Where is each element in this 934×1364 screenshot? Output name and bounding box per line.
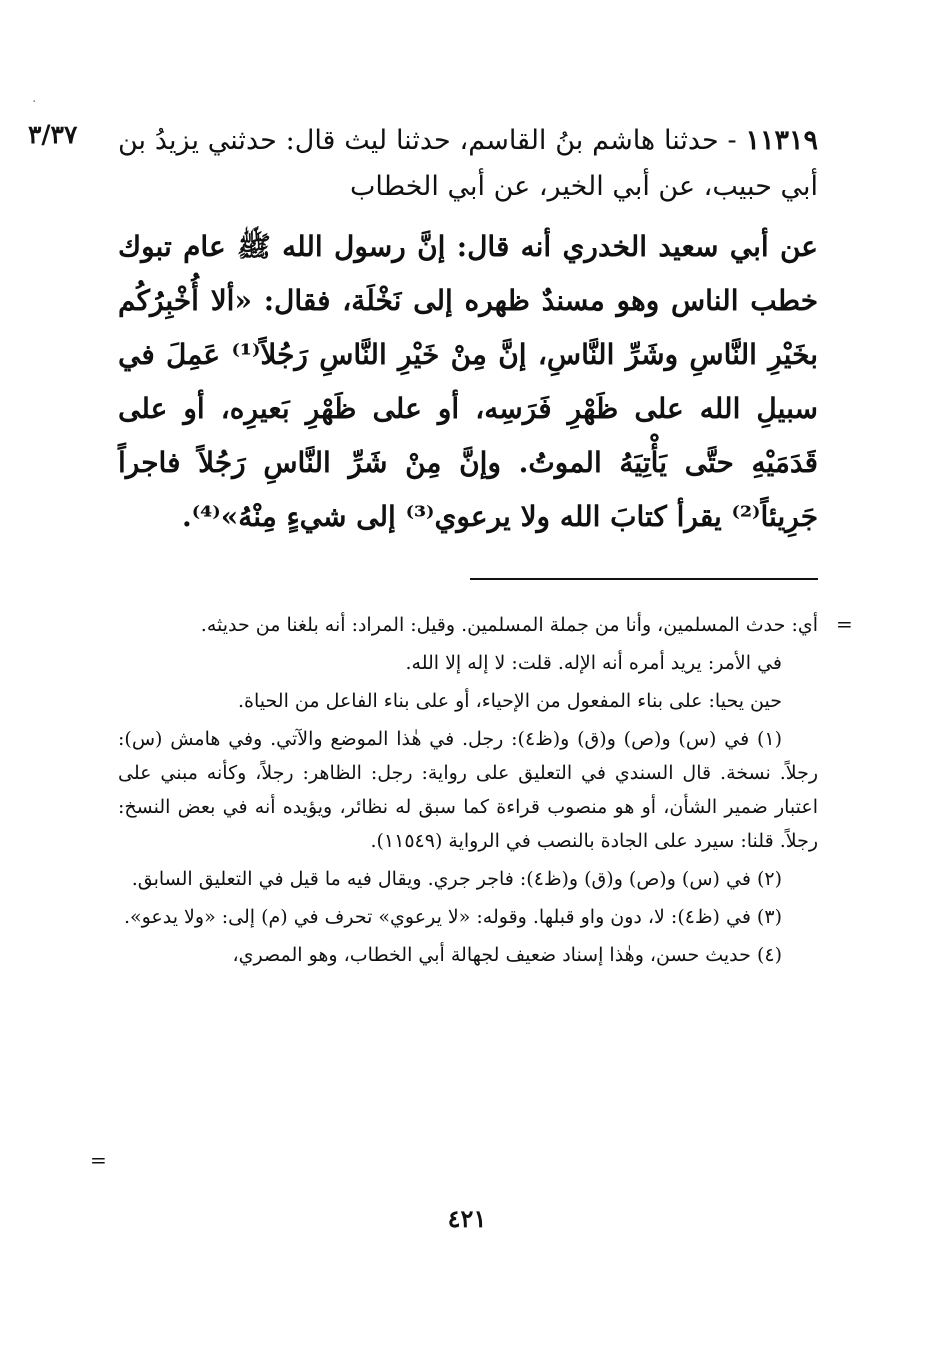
margin-mark: · <box>32 94 37 110</box>
footnotes-section <box>118 608 818 976</box>
footnote-carry-over: أي: حدث المسلمين، وأنا من جملة المسلمين. وقيل: المراد: أنه بلغنا من حديثه. <box>200 614 818 636</box>
footnote-line-yahya: حين يحيا: على بناء المفعول من الإحياء، أو على بناء الفاعل من الحياة. <box>238 690 782 712</box>
hadith-number: ١١٣١٩ <box>745 125 818 156</box>
volume-page-reference: ٣/٣٧ <box>28 120 78 149</box>
page-number: ٤٢١ <box>447 1204 487 1233</box>
footnote-line-amr: في الأمر: يريد أمره أنه الإله. قلت: لا إله إلا الله. <box>405 652 782 674</box>
hadith-body <box>118 118 818 544</box>
continuation-mark-bottom: = <box>90 1148 107 1172</box>
continuation-mark-top: = <box>836 612 853 636</box>
footnote-divider <box>470 578 818 580</box>
footnote-1: (١) في (س) و(ص) و(ق) و(ظ٤): رجل. في هٰذا الموضع والآتي. وفي هامش (س): رجلاً. نسخة. قال السندي في التعليق على رواية: رجل: الظاهر: رجلاً، وكأنه مبني على اعتبار ضمير الشأن، أو هو منصوب قراءة كما سبق له نظائر، ويؤيده أنه في بعض النسخ: رجلاً. قلنا: سيرد على الجادة بالنصب في الرواية (١١٥٤٩). <box>118 728 818 852</box>
footnote-3: (٣) في (ظ٤): لا، دون واو قبلها. وقوله: «لا يرعوي» تحرف في (م) إلى: «ولا يدعو». <box>123 906 782 928</box>
isnad-text: - حدثنا هاشم بنُ القاسم، حدثنا ليث قال: حدثني يزيدُ بن أبي حبيب، عن أبي الخير، عن أبي الخطاب <box>118 125 818 202</box>
hadith-isnad <box>118 118 818 210</box>
footnote-4: (٤) حديث حسن، وهٰذا إسناد ضعيف لجهالة أبي الخطاب، وهو المصري، <box>232 944 782 966</box>
hadith-matn: عن أبي سعيد الخدري أنه قال: إنَّ رسول الله ﷺ عام تبوك خطب الناس وهو مسندٌ ظهره إلى نَخْلَة، فقال: «ألا أُخْبِرُكُم بخَيْرِ النَّاسِ وشَرِّ النَّاسِ، إنَّ مِنْ خَيْرِ النَّاسِ رَجُلاً⁽¹⁾ عَمِلَ في سبيلِ الله على ظَهْرِ فَرَسِه، أو على ظَهْرِ بَعيرِه، أو على قَدَمَيْهِ حتَّى يَأْتِيَهُ الموتُ. وإنَّ مِنْ شَرِّ النَّاسِ رَجُلاً فاجراً جَرِيئاً⁽²⁾ يقرأ كتابَ الله ولا يرعوي⁽³⁾ إلى شيءٍ مِنْهُ»⁽⁴⁾. <box>118 230 818 533</box>
footnote-2: (٢) في (س) و(ص) و(ق) و(ظ٤): فاجر جري. ويقال فيه ما قيل في التعليق السابق. <box>131 868 782 890</box>
